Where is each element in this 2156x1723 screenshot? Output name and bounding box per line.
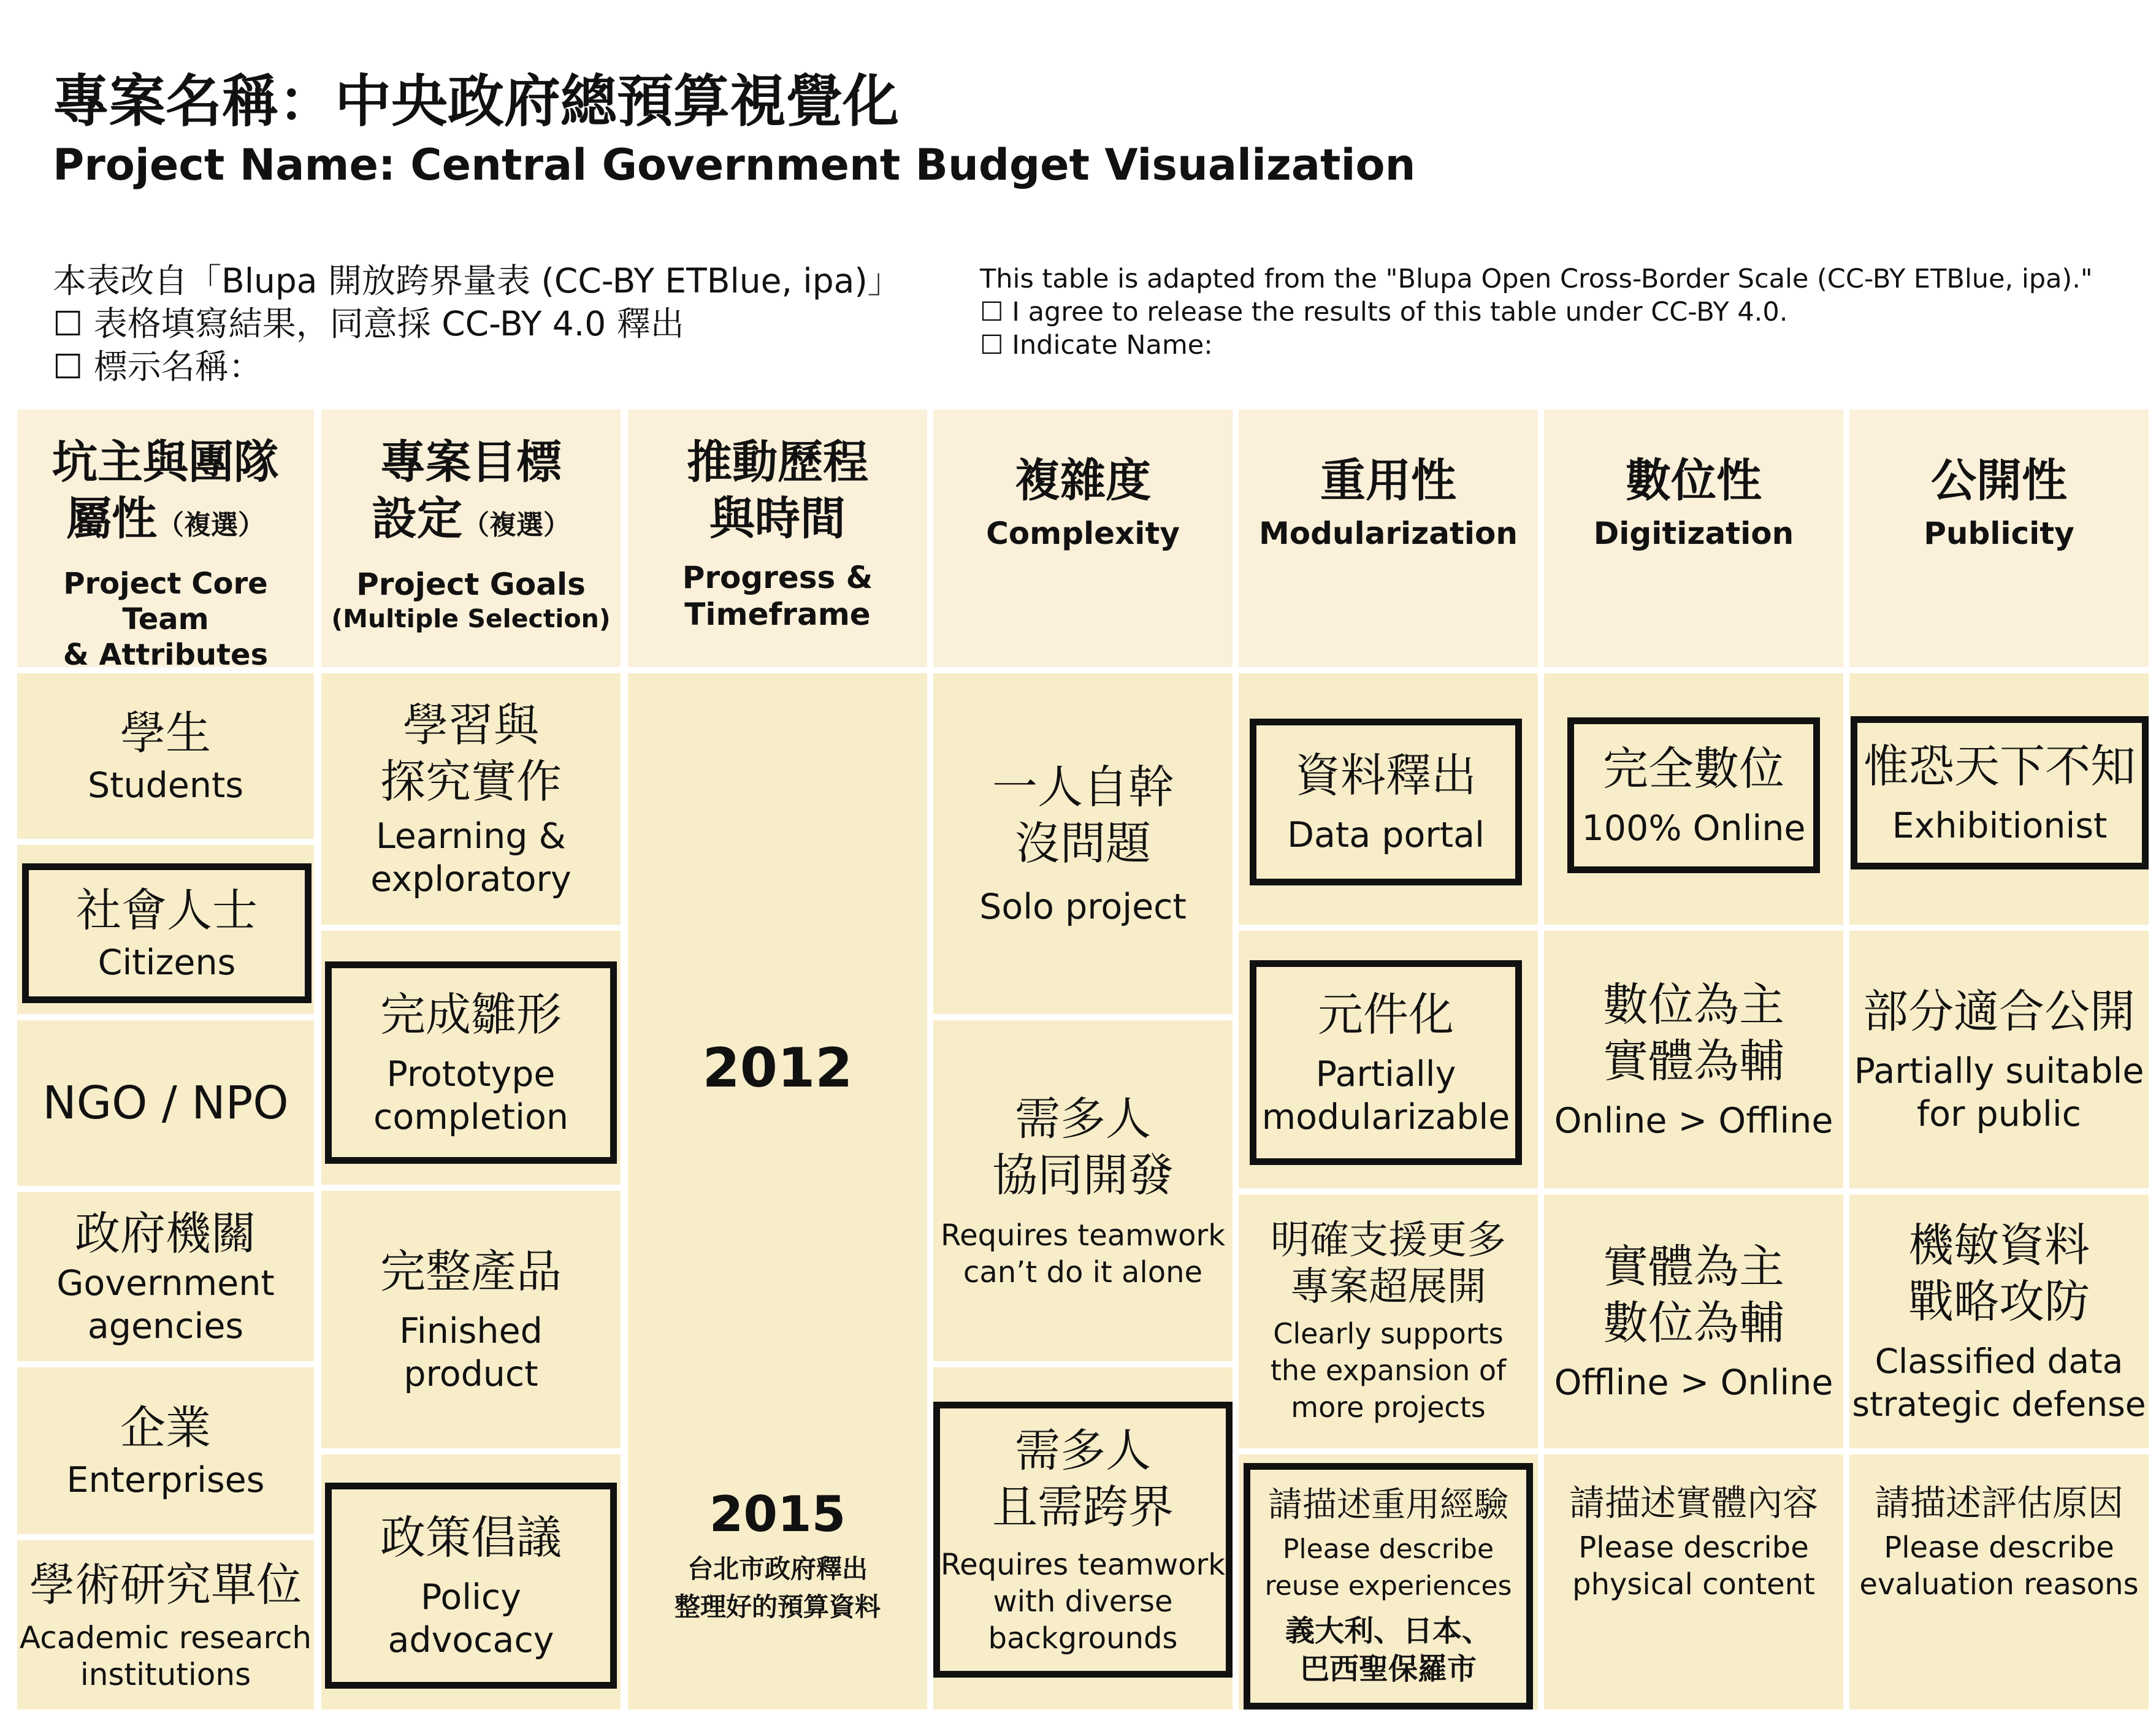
selected-marker (1244, 1463, 1533, 1710)
option-en: Partially modularizable (1261, 1054, 1510, 1137)
header-progress-zh: 推動歷程 與時間 (687, 436, 868, 545)
team-option-ngo-npo[interactable] (17, 1020, 314, 1186)
option-zh: 實體為主 數位為輔 (1603, 1240, 1784, 1350)
header-digitization (1544, 410, 1843, 667)
team-option-academic[interactable] (17, 1540, 314, 1710)
header-modularization-zh: 重用性 (1320, 454, 1456, 507)
digitization-option-online-first[interactable] (1544, 931, 1843, 1188)
option-en: Clearly supports the expansion of more projects (1270, 1317, 1507, 1424)
option-en: Learning & exploratory (370, 816, 571, 900)
modularization-option-expansion[interactable] (1239, 1194, 1538, 1448)
option-zh: 請描述實體內容 (1569, 1482, 1818, 1524)
option-zh: 完整產品 (380, 1245, 562, 1298)
publicity-describe[interactable] (1849, 1454, 2149, 1710)
option-en: Finished product (399, 1311, 543, 1394)
option-zh: 元件化 (1318, 988, 1454, 1041)
header-publicity-zh: 公開性 (1931, 454, 2067, 507)
modularization-describe[interactable] (1239, 1454, 1538, 1710)
header-publicity (1849, 410, 2149, 667)
option-en: 100% Online (1581, 808, 1806, 849)
selected-marker (933, 1402, 1233, 1678)
goal-option-learning[interactable] (321, 673, 621, 925)
option-en: Please describe physical content (1572, 1530, 1815, 1602)
option-en: Prototype completion (373, 1054, 568, 1137)
option-en: Requires teamwork with diverse backgrounds (940, 1548, 1226, 1656)
digitization-describe[interactable] (1544, 1454, 1843, 1710)
option-en: Online > Offline (1554, 1101, 1833, 1141)
header-team (17, 410, 314, 672)
option-zh: 惟恐天下不知 (1864, 740, 2136, 793)
option-zh: 完成雛形 (380, 988, 562, 1041)
source-note: 本表改自「Blupa 開放跨界量表 (CC-BY ETBlue, ipa)」 (53, 261, 901, 300)
option-en: Please describe reuse experiences (1264, 1534, 1512, 1602)
complexity-option-teamwork[interactable] (933, 1020, 1233, 1361)
name-checkbox-label-en[interactable]: ☐ Indicate Name: (980, 330, 1213, 361)
team-option-students[interactable] (17, 673, 314, 839)
header-modularization-en: Modularization (1259, 516, 1518, 551)
option-en: Please describe evaluation reasons (1859, 1530, 2139, 1602)
digitization-option-offline-first[interactable] (1544, 1194, 1843, 1448)
option-zh: 企業 (120, 1402, 211, 1454)
goal-option-product[interactable] (321, 1191, 621, 1448)
option-zh: 請描述評估原因 (1874, 1482, 2124, 1524)
selected-marker (1250, 960, 1522, 1165)
goal-option-prototype[interactable] (321, 931, 621, 1185)
option-zh: 完全數位 (1603, 743, 1784, 795)
selected-marker (1250, 719, 1522, 885)
option-zh: 政府機關 (75, 1207, 256, 1260)
option-en: Enterprises (66, 1460, 265, 1500)
option-zh: NGO / NPO (42, 1077, 289, 1129)
publicity-option-exhibitionist[interactable] (1849, 673, 2149, 925)
option-zh: 需多人 協同開發 (992, 1093, 1174, 1202)
option-en: Citizens (97, 942, 236, 983)
option-zh: 明確支援更多 專案超展開 (1271, 1218, 1506, 1310)
option-zh: 需多人 且需跨界 (992, 1424, 1174, 1534)
header-team-zh: 坑主與團隊 屬性 (52, 436, 279, 545)
option-zh: 請描述重用經驗 (1268, 1485, 1508, 1525)
header-progress-en: Progress & Timeframe (682, 560, 873, 632)
publicity-option-partial[interactable] (1849, 931, 2149, 1188)
option-zh: 學習與 探究實作 (380, 699, 562, 808)
header-team-zh-note: （複選） (157, 510, 265, 541)
option-zh: 一人自幹 沒問題 (992, 761, 1174, 870)
reuse-examples: 義大利、日本、 巴西聖保羅市 (1285, 1614, 1491, 1686)
option-en: Policy advocacy (388, 1577, 554, 1660)
digitization-option-full[interactable] (1544, 673, 1843, 925)
selected-marker (1567, 717, 1820, 873)
header-digitization-zh: 數位性 (1626, 454, 1762, 507)
option-en: Solo project (979, 887, 1187, 927)
selected-marker (22, 863, 312, 1003)
option-en: Data portal (1287, 815, 1485, 855)
progress-start-year: 2012 (702, 1036, 853, 1099)
selected-marker (1851, 716, 2149, 869)
header-team-en: Project Core Team & Attributes (63, 567, 269, 672)
team-option-government[interactable] (17, 1192, 314, 1361)
modularization-option-components[interactable] (1239, 931, 1538, 1188)
option-en: Exhibitionist (1892, 806, 2108, 846)
option-zh: 社會人士 (76, 884, 258, 937)
name-checkbox-label[interactable]: ☐ 標示名稱： (53, 347, 262, 386)
option-zh: 數位為主 實體為輔 (1603, 979, 1784, 1088)
option-en: Government agencies (56, 1263, 275, 1347)
publicity-option-classified[interactable] (1849, 1194, 2149, 1448)
option-en: Students (87, 765, 244, 806)
source-note-en: This table is adapted from the "Blupa Open Cross-Border Scale (CC-BY ETBlue, ipa)." (980, 264, 2093, 294)
selected-marker (325, 1483, 617, 1689)
header-goals (321, 410, 621, 667)
complexity-option-solo[interactable] (933, 673, 1233, 1014)
page-title-en: Project Name: Central Government Budget Visualization (53, 140, 1416, 190)
option-en: Partially suitable for public (1854, 1051, 2144, 1134)
option-en: Classified data strategic defense (1852, 1342, 2146, 1424)
selected-marker (325, 961, 617, 1164)
progress-end-year: 2015 (709, 1486, 846, 1543)
license-checkbox-label-en[interactable]: ☐ I agree to release the results of this table under CC-BY 4.0. (980, 297, 1788, 327)
header-goals-en: Project Goals (356, 567, 586, 602)
license-checkbox-label[interactable]: ☐ 表格填寫結果，同意採 CC-BY 4.0 釋出 (53, 304, 684, 343)
option-zh: 機敏資料 戰略攻防 (1908, 1219, 2090, 1328)
header-goals-zh-note: （複選） (462, 510, 570, 541)
modularization-option-data-portal[interactable] (1239, 673, 1538, 925)
progress-end-note: 台北市政府釋出 整理好的預算資料 (674, 1554, 881, 1622)
header-modularization (1239, 410, 1538, 667)
header-goals-en-note: (Multiple Selection) (331, 604, 611, 633)
option-zh: 學術研究單位 (29, 1559, 302, 1611)
progress-timeline (628, 673, 927, 1710)
option-en: Requires teamwork can’t do it alone (940, 1218, 1226, 1289)
goal-option-policy[interactable] (321, 1454, 621, 1710)
header-goals-zh: 專案目標 設定 (372, 436, 562, 545)
header-progress (628, 410, 927, 667)
option-zh: 部分適合公開 (1863, 985, 2135, 1038)
header-complexity-en: Complexity (986, 516, 1180, 551)
header-digitization-en: Digitization (1593, 516, 1794, 551)
option-zh: 資料釋出 (1295, 749, 1477, 802)
header-complexity-zh: 複雜度 (1015, 454, 1151, 507)
option-zh: 學生 (120, 707, 211, 760)
option-zh: 政策倡議 (380, 1511, 562, 1564)
option-en: Academic research institutions (19, 1620, 312, 1692)
team-option-enterprises[interactable] (17, 1367, 314, 1534)
complexity-option-cross-domain[interactable] (933, 1367, 1233, 1710)
header-publicity-en: Publicity (1924, 516, 2074, 551)
header-complexity (933, 410, 1233, 667)
page-title: 專案名稱：中央政府總預算視覺化 (53, 69, 900, 134)
option-en: Offline > Online (1554, 1362, 1833, 1403)
team-option-citizens[interactable] (17, 845, 314, 1014)
